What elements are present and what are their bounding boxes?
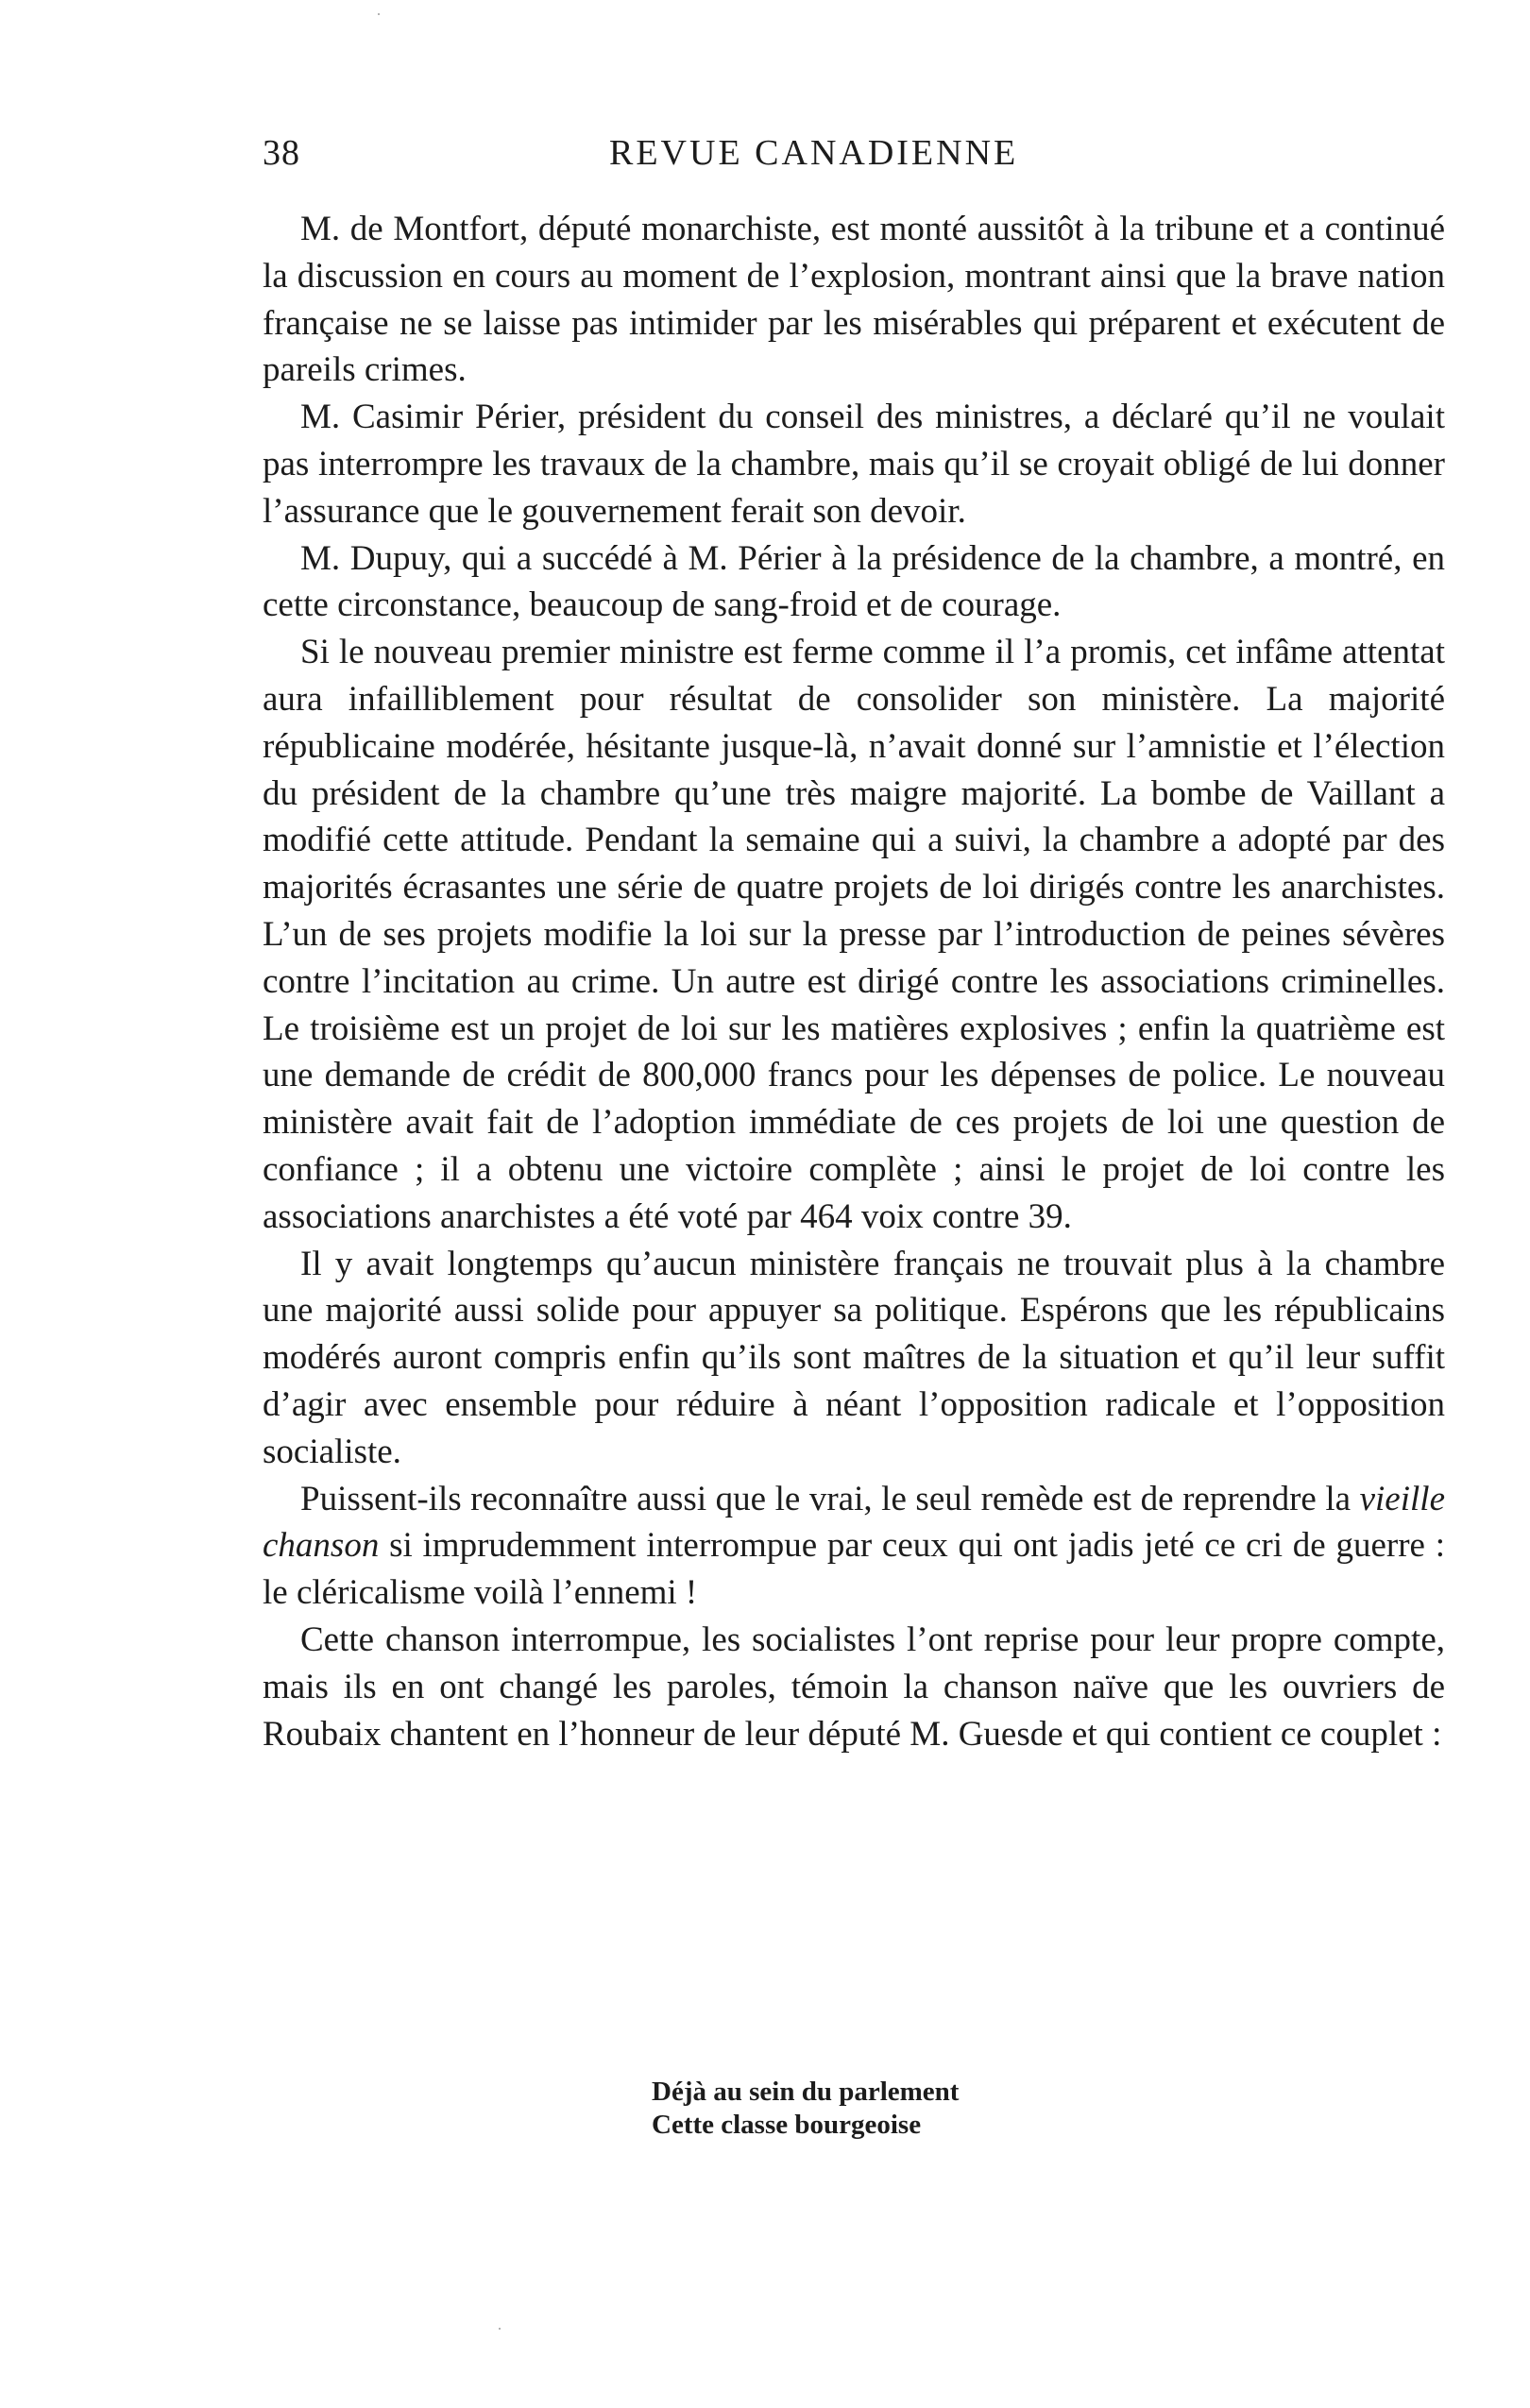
scan-speck — [378, 13, 380, 15]
article-body — [263, 206, 1445, 1757]
italic-phrase: vieille chanson — [263, 1479, 1445, 1566]
paragraph-text: Puissent-ils reconnaître aussi que le vrai, le seul remède est de reprendre la — [300, 1479, 1360, 1518]
paragraph: M. Dupuy, qui a succédé à M. Périer à la présidence de la chambre, a montré, en cette circonstance, beaucoup de sang-froid et de courage. — [263, 538, 1445, 625]
verse-line: Déjà au sein du parlement — [652, 2077, 960, 2107]
page-number: 38 — [263, 133, 300, 173]
verse-quotation — [652, 2076, 959, 2142]
paragraph: M. de Montfort, député monarchiste, est monté aussitôt à la tribune et a continué la discussion en cours au moment de l’explosion, montrant ainsi que la brave nation française ne se laisse pas intimider par les misérables qui préparent et exécutent de pareils crimes. — [263, 210, 1445, 390]
running-header — [263, 132, 1443, 179]
paragraph: Si le nouveau premier ministre est ferme comme il l’a promis, cet infâme attentat aura infailliblement pour résultat de consolider son ministère. La majorité républicaine modérée, hésitante jusque-là, n’avait donné sur l’amnistie et l’élection du président de la chambre qu’une très maigre majorité. La bombe de Vaillant a modifié cette attitude. Pendant la semaine qui a suivi, la chambre a adopté par des majorités écrasantes une série de quatre projets de loi dirigés contre les anarchistes. L’un de ses projets modifie la loi sur la presse par l’introduction de peines sévères contre l’incitation au crime. Un autre est dirigé contre les associations criminelles. Le troisième est un projet de loi sur les matières explosives ; enfin la quatrième est une demande de crédit de 800,000 francs pour les dépenses de police. Le nouveau ministère avait fait de l’adoption immédiate de ces projets de loi une question de confiance ; il a obtenu une victoire complète ; ainsi le projet de loi contre les associations anarchistes a été voté par 464 voix contre 39. — [263, 633, 1445, 1236]
scan-speck — [499, 2328, 501, 2330]
paragraph — [263, 1476, 1445, 1617]
paragraph: M. Casimir Périer, président du conseil des ministres, a déclaré qu’il ne voulait pas interrompre les travaux de la chambre, mais qu’il se croyait obligé de lui donner l’assurance que le gouvernement ferait son devoir. — [263, 398, 1445, 531]
paragraph: Il y avait longtemps qu’aucun ministère français ne trouvait plus à la chambre une majorité aussi solide pour appuyer sa politique. Espérons que les républicains modérés auront compris enfin qu’ils sont maîtres de la situation et qu’il leur suffit d’agir avec ensemble pour réduire à néant l’opposition radicale et l’opposition socialiste. — [263, 1244, 1445, 1471]
paragraph-text: si imprudemment interrompue par ceux qui ont jadis jeté ce cri de guerre : le cléricalisme voilà l’ennemi ! — [263, 1526, 1445, 1613]
verse-line: Cette classe bourgeoise — [652, 2110, 922, 2140]
paragraph: Cette chanson interrompue, les socialistes l’ont reprise pour leur propre compte, mais ils en ont changé les paroles, témoin la chanson naïve que les ouvriers de Roubaix chantent en l’honneur de leur député M. Guesde et qui contient ce couplet : — [263, 1619, 1445, 1754]
journal-title: REVUE CANADIENNE — [609, 133, 1019, 173]
